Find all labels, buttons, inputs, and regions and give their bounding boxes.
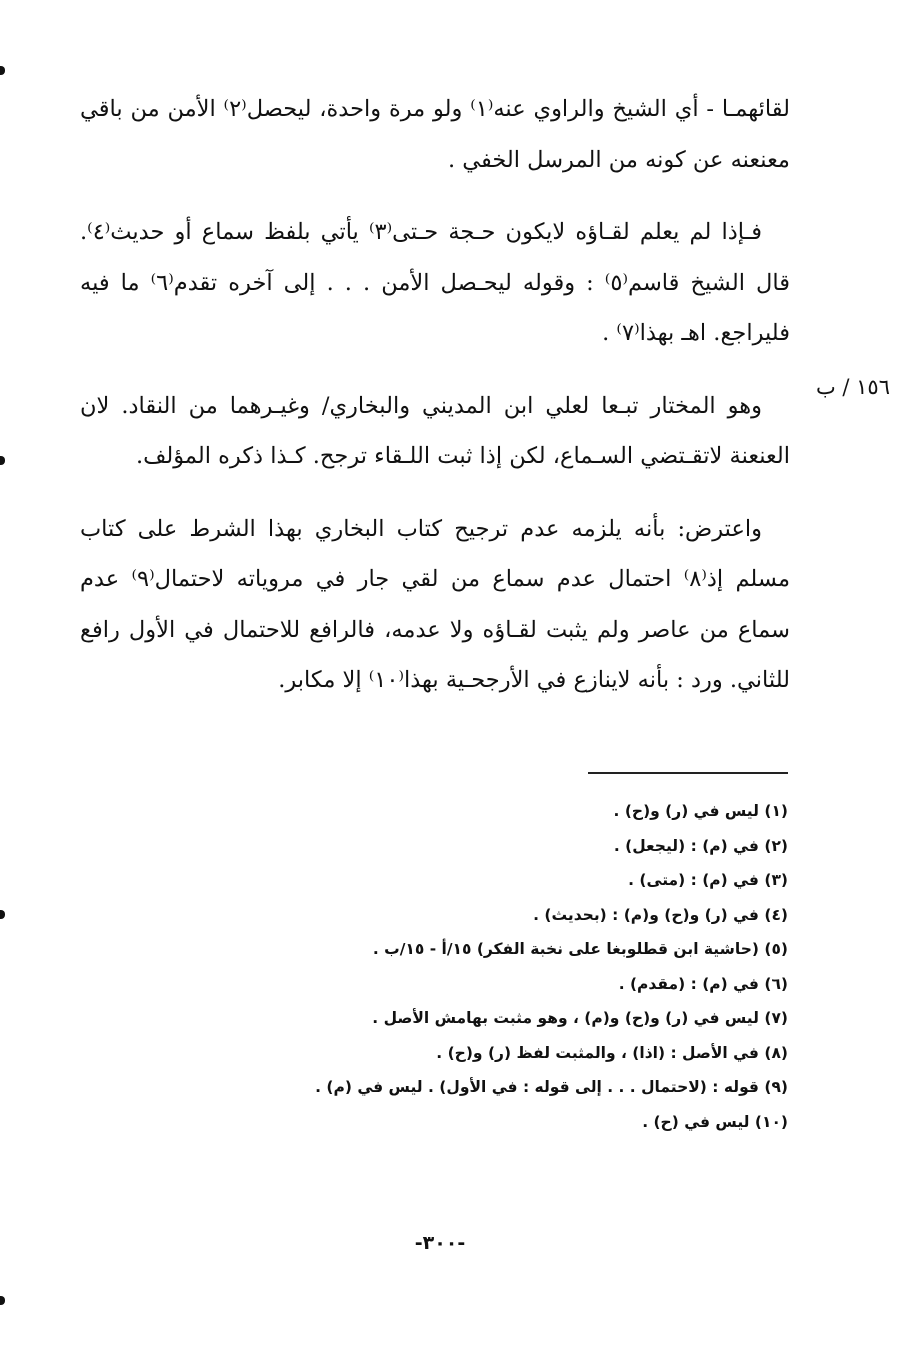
scan-edge-mark (0, 66, 5, 75)
main-text-body (80, 84, 790, 728)
page-number: -٣٠٠- (414, 1232, 466, 1254)
footnote-5: (٥) (حاشية ابن قطلوبغا على نخبة الفكر) ١٥/أ - ١٥/ب . (372, 940, 788, 958)
footnote-4: (٤) في (ر) و(ح) و(م) : (بحديث) . (533, 905, 788, 924)
footnote-9: (٩) قوله : (لاحتمال . . . إلى قوله : في الأول) . ليس في (م) . (315, 1078, 788, 1096)
scan-edge-mark (0, 1296, 5, 1305)
footnote-10: (١٠) ليس في (ح) . (642, 1112, 788, 1131)
scan-edge-mark (0, 910, 5, 919)
footnote-3: (٣) في (م) : (متى) . (628, 871, 788, 889)
footnote-divider (588, 772, 788, 774)
manuscript-folio-marker: ١٥٦ / ب (815, 375, 890, 399)
footnote-2: (٢) في (م) : (ليجعل) . (613, 836, 788, 855)
paragraph-1: لقائهمـا - أي الشيخ والراوي عنه⁽١⁾ ولو مرة واحدة، ليحصل⁽٢⁾ الأمن من باقي معنعنه عن كونه من المرسل الخفي . (80, 96, 790, 173)
footnote-1: (١) ليس في (ر) و(ح) . (613, 802, 788, 820)
footnote-7: (٧) ليس في (ر) و(ح) و(م) ، وهو مثبت بهامش الأصل . (372, 1009, 788, 1027)
paragraph-2: فـإذا لم يعلم لقـاؤه لايكون حـجة حـتى⁽٣⁾ يأتي بلفظ سماع أو حديث⁽٤⁾. قال الشيخ قاسم⁽٥⁾ : وقوله ليحـصل الأمن . . . إلى آخره تقدم⁽٦⁾ ما فيه فليراجع. اهـ بهذا⁽٧⁾ . (80, 219, 790, 346)
footnote-6: (٦) في (م) : (مقدم) . (618, 974, 788, 993)
footnotes-list (250, 794, 788, 1139)
footnote-8: (٨) في الأصل : (اذا) ، والمثبت لفظ (ر) و(ح) . (436, 1043, 788, 1062)
scan-edge-mark (0, 456, 5, 465)
paragraph-4: واعترض: بأنه يلزمه عدم ترجيح كتاب البخاري بهذا الشرط على كتاب مسلم إذ⁽٨⁾ احتمال عدم سماع من لقي جار في مروياته لاحتمال⁽٩⁾ عدم سماع من عاصر ولم يثبت لقـاؤه ولا عدمه، فالرافع للاحتمال في الأول رافع للثاني. ورد : بأنه لاينازع في الأرجحـية بهذا⁽١٠⁾ إلا مكابر. (80, 515, 790, 693)
paragraph-3: وهو المختار تبـعا لعلي ابن المديني والبخاري/ وغيـرهما من النقاد. لان العنعنة لاتقـتضي السـماع، لكن إذا ثبت اللـقاء ترجح. كـذا ذكره المؤلف. (80, 392, 790, 469)
